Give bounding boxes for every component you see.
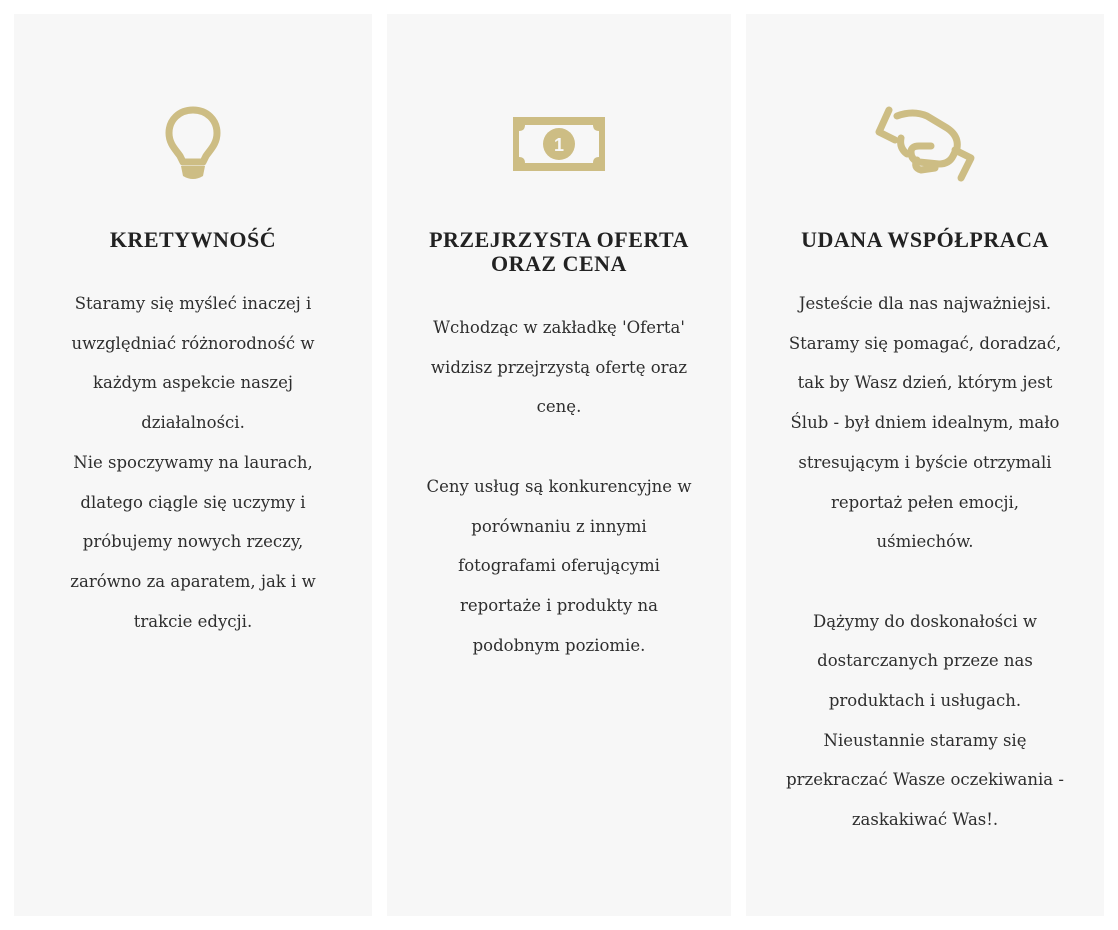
feature-card-creativity — [14, 14, 372, 916]
svg-text:1: 1 — [553, 135, 565, 155]
feature-card-cooperation — [746, 14, 1104, 916]
feature-description: Jesteście dla nas najważniejsi. Staramy się pomagać, doradzać, tak by Wasz dzień, którym jest Ślub - był dniem idealnym, mało stresującym i byście otrzymali reportaż pełen emocji, uśmiechów. Dążymy do doskonałości w dostarczanych przeze nas produktach i usługach. Nieustannie staramy się przekraczać Wasze oczekiwania - zaskakiwać Was!. — [786, 294, 1064, 830]
feature-title: UDANA WSPÓŁPRACA — [801, 227, 1049, 252]
feature-description: Staramy się myśleć inaczej i uwzględniać różnorodność w każdym aspekcie naszej działalności. Nie spoczywamy na laurach, dlatego ciągle się uczymy i próbujemy nowych rzeczy, zarówno za aparatem, jak i w trakcie edycji. — [70, 294, 316, 631]
lightbulb-icon — [14, 94, 372, 194]
handshake-icon — [746, 94, 1104, 194]
feature-card-pricing — [387, 14, 731, 916]
feature-description: Wchodząc w zakładkę 'Oferta' widzisz przejrzystą ofertę oraz cenę. Ceny usług są konkurencyjne w porównaniu z innymi fotografami oferującymi reportaże i produkty na podobnym poziomie. — [426, 318, 692, 655]
banknote-icon — [387, 94, 731, 194]
feature-title: PRZEJRZYSTA OFERTA ORAZ CENA — [429, 227, 689, 276]
feature-title: KRETYWNOŚĆ — [109, 227, 277, 252]
